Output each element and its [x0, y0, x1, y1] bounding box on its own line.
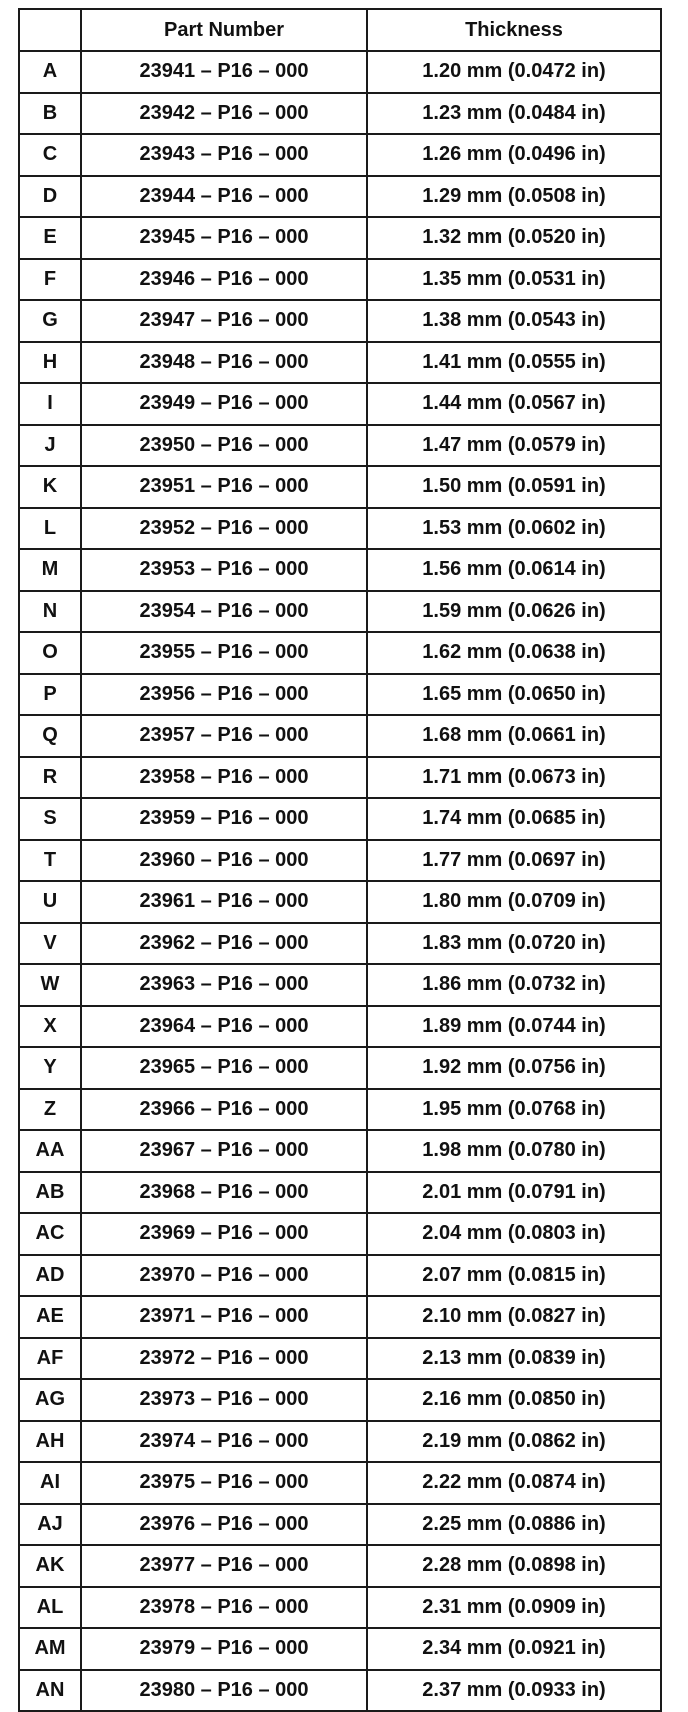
table-row	[19, 1089, 661, 1131]
row-thickness: 2.10 mm (0.0827 in)	[367, 1296, 661, 1338]
row-part-number: 23950 – P16 – 000	[81, 425, 367, 467]
row-code: Q	[19, 715, 81, 757]
row-thickness: 1.80 mm (0.0709 in)	[367, 881, 661, 923]
table-row	[19, 840, 661, 882]
table-row	[19, 1670, 661, 1712]
row-thickness: 1.38 mm (0.0543 in)	[367, 300, 661, 342]
row-code: AL	[19, 1587, 81, 1629]
row-part-number: 23941 – P16 – 000	[81, 51, 367, 93]
table-row	[19, 632, 661, 674]
row-code: C	[19, 134, 81, 176]
row-code: AN	[19, 1670, 81, 1712]
row-part-number: 23964 – P16 – 000	[81, 1006, 367, 1048]
row-thickness: 1.86 mm (0.0732 in)	[367, 964, 661, 1006]
row-thickness: 2.16 mm (0.0850 in)	[367, 1379, 661, 1421]
table-row	[19, 51, 661, 93]
table-row	[19, 1296, 661, 1338]
table-row	[19, 93, 661, 135]
row-code: E	[19, 217, 81, 259]
row-code: AD	[19, 1255, 81, 1297]
table-row	[19, 300, 661, 342]
row-code: O	[19, 632, 81, 674]
row-code: T	[19, 840, 81, 882]
row-part-number: 23976 – P16 – 000	[81, 1504, 367, 1546]
row-part-number: 23966 – P16 – 000	[81, 1089, 367, 1131]
table-row	[19, 217, 661, 259]
table-row	[19, 1130, 661, 1172]
row-part-number: 23962 – P16 – 000	[81, 923, 367, 965]
row-part-number: 23952 – P16 – 000	[81, 508, 367, 550]
row-thickness: 1.26 mm (0.0496 in)	[367, 134, 661, 176]
table-row	[19, 1255, 661, 1297]
row-part-number: 23948 – P16 – 000	[81, 342, 367, 384]
row-code: AB	[19, 1172, 81, 1214]
row-thickness: 1.50 mm (0.0591 in)	[367, 466, 661, 508]
row-part-number: 23980 – P16 – 000	[81, 1670, 367, 1712]
row-code: H	[19, 342, 81, 384]
row-part-number: 23958 – P16 – 000	[81, 757, 367, 799]
table-row	[19, 1504, 661, 1546]
row-code: I	[19, 383, 81, 425]
table-row	[19, 923, 661, 965]
table-header	[19, 9, 661, 51]
row-thickness: 2.25 mm (0.0886 in)	[367, 1504, 661, 1546]
table-row	[19, 1421, 661, 1463]
row-code: L	[19, 508, 81, 550]
row-thickness: 1.74 mm (0.0685 in)	[367, 798, 661, 840]
header-part-number: Part Number	[81, 9, 367, 51]
row-thickness: 1.89 mm (0.0744 in)	[367, 1006, 661, 1048]
row-code: G	[19, 300, 81, 342]
table-row	[19, 1047, 661, 1089]
row-code: F	[19, 259, 81, 301]
row-thickness: 1.92 mm (0.0756 in)	[367, 1047, 661, 1089]
row-part-number: 23960 – P16 – 000	[81, 840, 367, 882]
row-code: X	[19, 1006, 81, 1048]
table-row	[19, 757, 661, 799]
table-row	[19, 466, 661, 508]
row-thickness: 2.22 mm (0.0874 in)	[367, 1462, 661, 1504]
table-row	[19, 1338, 661, 1380]
row-part-number: 23978 – P16 – 000	[81, 1587, 367, 1629]
table-row	[19, 383, 661, 425]
row-thickness: 1.68 mm (0.0661 in)	[367, 715, 661, 757]
row-thickness: 2.34 mm (0.0921 in)	[367, 1628, 661, 1670]
row-code: A	[19, 51, 81, 93]
row-part-number: 23955 – P16 – 000	[81, 632, 367, 674]
row-part-number: 23961 – P16 – 000	[81, 881, 367, 923]
row-thickness: 1.56 mm (0.0614 in)	[367, 549, 661, 591]
row-code: AA	[19, 1130, 81, 1172]
row-thickness: 1.47 mm (0.0579 in)	[367, 425, 661, 467]
row-thickness: 2.04 mm (0.0803 in)	[367, 1213, 661, 1255]
row-thickness: 1.65 mm (0.0650 in)	[367, 674, 661, 716]
row-code: J	[19, 425, 81, 467]
table-row	[19, 1462, 661, 1504]
row-part-number: 23959 – P16 – 000	[81, 798, 367, 840]
row-code: P	[19, 674, 81, 716]
table-row	[19, 964, 661, 1006]
row-part-number: 23954 – P16 – 000	[81, 591, 367, 633]
row-thickness: 2.31 mm (0.0909 in)	[367, 1587, 661, 1629]
row-part-number: 23974 – P16 – 000	[81, 1421, 367, 1463]
row-thickness: 2.01 mm (0.0791 in)	[367, 1172, 661, 1214]
row-thickness: 1.77 mm (0.0697 in)	[367, 840, 661, 882]
row-thickness: 1.59 mm (0.0626 in)	[367, 591, 661, 633]
row-part-number: 23943 – P16 – 000	[81, 134, 367, 176]
table-row	[19, 1587, 661, 1629]
row-part-number: 23975 – P16 – 000	[81, 1462, 367, 1504]
table-row	[19, 259, 661, 301]
row-code: AG	[19, 1379, 81, 1421]
table-row	[19, 425, 661, 467]
table-body	[19, 51, 661, 1711]
row-thickness: 1.41 mm (0.0555 in)	[367, 342, 661, 384]
row-part-number: 23946 – P16 – 000	[81, 259, 367, 301]
row-thickness: 1.29 mm (0.0508 in)	[367, 176, 661, 218]
row-part-number: 23977 – P16 – 000	[81, 1545, 367, 1587]
table-row	[19, 1379, 661, 1421]
table-row	[19, 1213, 661, 1255]
row-thickness: 2.07 mm (0.0815 in)	[367, 1255, 661, 1297]
row-part-number: 23969 – P16 – 000	[81, 1213, 367, 1255]
row-code: AM	[19, 1628, 81, 1670]
row-thickness: 2.37 mm (0.0933 in)	[367, 1670, 661, 1712]
table-row	[19, 508, 661, 550]
table-row	[19, 715, 661, 757]
row-thickness: 1.32 mm (0.0520 in)	[367, 217, 661, 259]
row-part-number: 23951 – P16 – 000	[81, 466, 367, 508]
table-row	[19, 549, 661, 591]
row-code: AH	[19, 1421, 81, 1463]
row-part-number: 23953 – P16 – 000	[81, 549, 367, 591]
row-part-number: 23963 – P16 – 000	[81, 964, 367, 1006]
table-row	[19, 674, 661, 716]
row-code: AF	[19, 1338, 81, 1380]
row-code: AC	[19, 1213, 81, 1255]
row-thickness: 1.20 mm (0.0472 in)	[367, 51, 661, 93]
row-code: U	[19, 881, 81, 923]
row-part-number: 23972 – P16 – 000	[81, 1338, 367, 1380]
row-code: AE	[19, 1296, 81, 1338]
table-row	[19, 1172, 661, 1214]
table-row	[19, 881, 661, 923]
parts-thickness-table	[18, 8, 662, 1712]
row-thickness: 1.44 mm (0.0567 in)	[367, 383, 661, 425]
row-part-number: 23956 – P16 – 000	[81, 674, 367, 716]
row-code: M	[19, 549, 81, 591]
row-code: D	[19, 176, 81, 218]
row-code: AI	[19, 1462, 81, 1504]
row-code: Y	[19, 1047, 81, 1089]
row-part-number: 23979 – P16 – 000	[81, 1628, 367, 1670]
row-thickness: 2.19 mm (0.0862 in)	[367, 1421, 661, 1463]
row-thickness: 2.13 mm (0.0839 in)	[367, 1338, 661, 1380]
row-thickness: 1.62 mm (0.0638 in)	[367, 632, 661, 674]
row-part-number: 23942 – P16 – 000	[81, 93, 367, 135]
table-row	[19, 1628, 661, 1670]
row-thickness: 1.53 mm (0.0602 in)	[367, 508, 661, 550]
header-code	[19, 9, 81, 51]
row-thickness: 1.71 mm (0.0673 in)	[367, 757, 661, 799]
row-part-number: 23965 – P16 – 000	[81, 1047, 367, 1089]
row-code: N	[19, 591, 81, 633]
row-part-number: 23945 – P16 – 000	[81, 217, 367, 259]
row-part-number: 23973 – P16 – 000	[81, 1379, 367, 1421]
header-thickness: Thickness	[367, 9, 661, 51]
row-thickness: 1.23 mm (0.0484 in)	[367, 93, 661, 135]
row-code: V	[19, 923, 81, 965]
row-code: Z	[19, 1089, 81, 1131]
row-thickness: 2.28 mm (0.0898 in)	[367, 1545, 661, 1587]
table-row	[19, 176, 661, 218]
row-part-number: 23957 – P16 – 000	[81, 715, 367, 757]
table-row	[19, 591, 661, 633]
table-row	[19, 798, 661, 840]
row-thickness: 1.83 mm (0.0720 in)	[367, 923, 661, 965]
row-code: W	[19, 964, 81, 1006]
row-thickness: 1.95 mm (0.0768 in)	[367, 1089, 661, 1131]
table-row	[19, 134, 661, 176]
row-part-number: 23968 – P16 – 000	[81, 1172, 367, 1214]
row-code: AK	[19, 1545, 81, 1587]
row-code: K	[19, 466, 81, 508]
row-code: S	[19, 798, 81, 840]
row-part-number: 23944 – P16 – 000	[81, 176, 367, 218]
row-part-number: 23970 – P16 – 000	[81, 1255, 367, 1297]
row-part-number: 23971 – P16 – 000	[81, 1296, 367, 1338]
row-code: AJ	[19, 1504, 81, 1546]
header-row	[19, 9, 661, 51]
row-code: R	[19, 757, 81, 799]
table-row	[19, 1545, 661, 1587]
row-thickness: 1.98 mm (0.0780 in)	[367, 1130, 661, 1172]
row-code: B	[19, 93, 81, 135]
row-part-number: 23949 – P16 – 000	[81, 383, 367, 425]
row-part-number: 23967 – P16 – 000	[81, 1130, 367, 1172]
table-row	[19, 1006, 661, 1048]
row-part-number: 23947 – P16 – 000	[81, 300, 367, 342]
row-thickness: 1.35 mm (0.0531 in)	[367, 259, 661, 301]
table-row	[19, 342, 661, 384]
